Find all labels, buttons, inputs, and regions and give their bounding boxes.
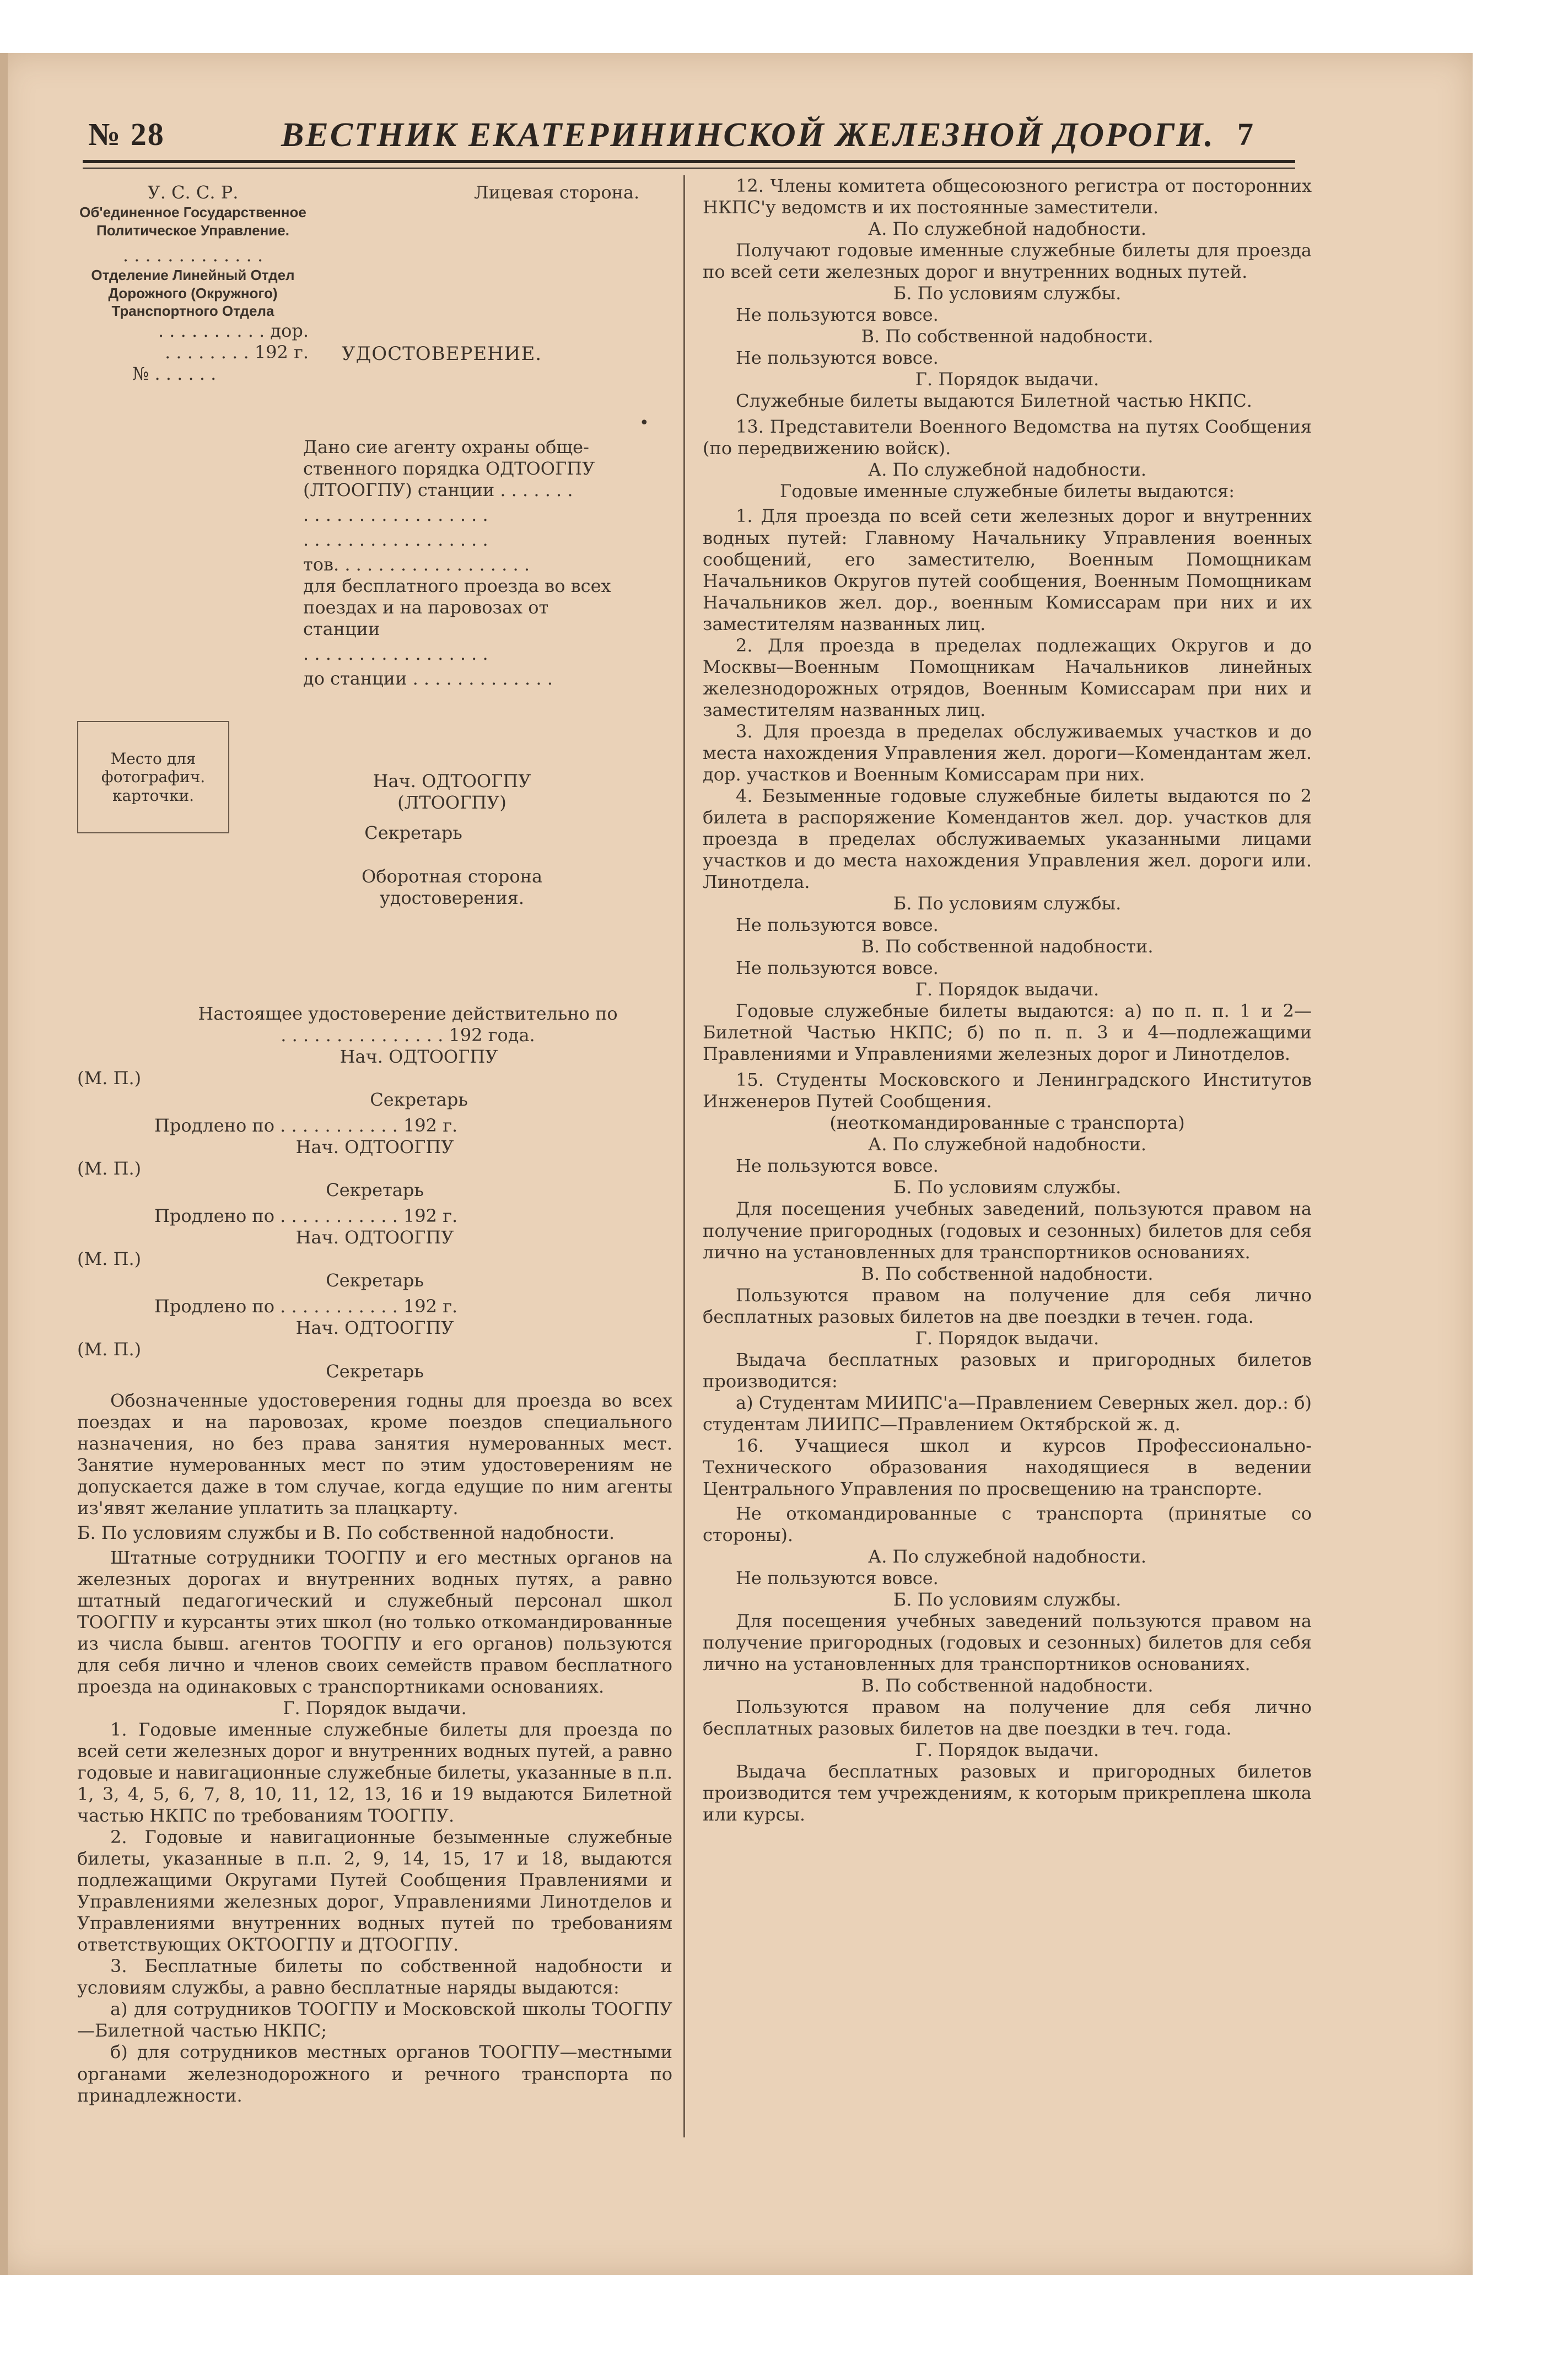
seal-mark: (М. П.)	[77, 1339, 142, 1360]
paragraph: Пользуются правом на получение для себя лично бесплатных разовых билетов на две поездки в теч. года.	[703, 1696, 1312, 1739]
certificate-line: тов. . . . . . . . . . . . . . . . . .	[303, 554, 530, 575]
org-line: Политическое Управление.	[96, 222, 289, 239]
extension-line: Продлено по . . . . . . . . . . . 192 г.	[154, 1205, 458, 1227]
right-column	[703, 175, 1312, 2148]
paragraph: Штатные сотрудники ТООГПУ и его местных органов на железных дорогах и внутренних водных путях, а равно штатный педагогический и служебный персонал школ ТООГПУ и курсанты этих школ (но только откомандированные из числа бывш. агентов ТООГПУ и его органов) пользуются для себя лично и членов своих семейств правом бесплатного проезда на одинаковых с транспортниками основаниях.	[77, 1547, 672, 1697]
page-header	[88, 116, 1290, 165]
paragraph: Для посещения учебных заведений, пользуются правом на получение пригородных (годовых и сезонных) билетов для себя лично на установленных для транспортников основаниях.	[703, 1198, 1312, 1263]
list-item: б) для сотрудников местных органов ТООГПУ—местными органами железнодорожного и речного транспорта по принадлежности.	[77, 2042, 672, 2106]
extension-line: Продлено по . . . . . . . . . . . 192 г.	[154, 1296, 458, 1317]
road-blank: . . . . . . . . . . дор.	[158, 320, 309, 341]
paragraph: Не пользуются вовсе.	[736, 347, 939, 369]
blank-line: . . . . . . . . . . . . .	[122, 245, 263, 266]
section-heading: Г. Порядок выдачи.	[915, 979, 1100, 1000]
photo-placeholder: Место для фотографич. карточки.	[77, 721, 229, 833]
list-item: 1. Для проезда по всей сети железных дорог и внутренних водных путей: Главному Начальнику Управления военных сообщений, его заместителю, Военным Помощникам Начальников Округов путей сообщения, Военным Помощникам Начальников жел. дор., военным Комиссарам при них и их заместителям названных лиц.	[703, 505, 1312, 634]
certificate-line: (ЛТООГПУ) станции . . . . . . .	[303, 480, 573, 501]
section-heading: А. По служебной надобности.	[867, 218, 1147, 240]
section-heading: В. По собственной надобности.	[861, 936, 1154, 957]
secretary-label: Секретарь	[364, 822, 462, 844]
paragraph: Годовые служебные билеты выдаются: а) по п. п. 1 и 2—Билетной Частью НКПС; б) по п. п. 3 и 4—подлежащими Правлениями и Управлениями железных дорог и Линотделов.	[703, 1000, 1312, 1065]
signature-block	[298, 771, 606, 909]
paragraph: Выдача бесплатных разовых и пригородных билетов производится тем учреждениям, к которым прикреплена школа или курсы.	[703, 1761, 1312, 1825]
secretary-label: Секретарь	[326, 1179, 424, 1201]
number-blank: № . . . . . .	[132, 363, 217, 384]
certificate-line: до станции . . . . . . . . . . . . .	[303, 668, 553, 690]
seal-mark: (М. П.)	[77, 1158, 142, 1179]
paragraph: а) Студентам МИИПС'а—Правлением Северных жел. дор.: б) студентам ЛИИПС—Правлением Октябрской ж. д.	[703, 1392, 1312, 1435]
dept-line: Отделение Линейный Отдел	[91, 267, 295, 284]
paragraph: Получают годовые именные служебные билеты для проезда по всей сети железных дорог и внутренних водных путей.	[703, 240, 1312, 283]
publication-title: ВЕСТНИК ЕКАТЕРИНИНСКОЙ ЖЕЛЕЗНОЙ ДОРОГИ.	[281, 116, 1215, 154]
reverse-side-label: Оборотная сторона удостоверения.	[361, 866, 543, 909]
section-heading: Г. Порядок выдачи.	[915, 1739, 1100, 1761]
issuing-organization	[77, 182, 309, 385]
paragraph: Пользуются правом на получение для себя лично бесплатных разовых билетов на две поездки в течен. года.	[703, 1284, 1312, 1327]
header-rule-thin	[83, 168, 1295, 169]
issue-number: № 28	[88, 116, 165, 152]
paragraph: 15. Студенты Московского и Ленинградского Институтов Инженеров Путей Сообщения.	[703, 1069, 1312, 1112]
certificate-body	[303, 437, 617, 690]
paragraph: Не пользуются вовсе.	[736, 914, 939, 936]
chief-title: Нач. ОДТООГПУ	[373, 771, 531, 791]
certificate-line: ственного порядка ОДТООГПУ	[303, 458, 595, 480]
list-item: 3. Для проезда в пределах обслуживаемых участков и до места нахождения Управления жел. дороги—Комендантам жел. дор. участков и Военным Комиссарам при них.	[703, 720, 1312, 785]
validity-line: Настоящее удостоверение действительно по	[198, 1003, 618, 1024]
dept-line: Дорожного (Окружного)	[108, 284, 278, 301]
chief-title: Нач. ОДТООГПУ	[295, 1317, 454, 1339]
paragraph: Не пользуются вовсе.	[736, 1568, 939, 1588]
chief-title: Нач. ОДТООГПУ	[295, 1136, 454, 1158]
facing-side-label: Лицевая сторона.	[474, 182, 640, 203]
certificate-line: . . . . . . . . . . . . . . . . .	[303, 504, 488, 526]
dept-line: Транспортного Отдела	[111, 303, 274, 320]
list-item: а) для сотрудников ТООГПУ и Московской школы ТООГПУ—Билетной частью НКПС;	[77, 1999, 672, 2042]
paragraph: Не пользуются вовсе.	[736, 304, 939, 326]
list-item: 4. Безыменные годовые служебные билеты выдаются по 2 билета в распоряжение Комендантов жел. дор. участков для проезда в пределах обслуживаемых указанными лицами участков и до места нахождения Управления жел. дороги или. Линотдела.	[703, 785, 1312, 892]
certificate-line: . . . . . . . . . . . . . . . . .	[303, 643, 488, 665]
seal-mark: (М. П.)	[77, 1248, 142, 1270]
chief-title: Нач. ОДТООГПУ	[340, 1046, 498, 1068]
org-line: Об'единенное Государственное	[79, 204, 306, 221]
paragraph: Не пользуются вовсе.	[736, 1155, 939, 1177]
extension-line: Продлено по . . . . . . . . . . . 192 г.	[154, 1115, 458, 1136]
section-heading: А. По служебной надобности.	[867, 459, 1147, 481]
certificate-line: для бесплатного проезда во всех	[303, 575, 611, 597]
note: (неоткомандированные с транспорта)	[829, 1112, 1185, 1134]
year-blank: . . . . . . . . 192 г.	[165, 341, 309, 363]
chief-title-alt: (ЛТООГПУ)	[397, 792, 506, 814]
section-heading: Б. По условиям службы.	[893, 893, 1122, 914]
list-item: 2. Годовые и навигационные безыменные служебные билеты, указанные в п.п. 2, 9, 14, 15, 17 и 18, выдаются подлежащими Округами Путей Сообщения Правлениями и Управлениями железных дорог, Управлениями Линотделов и Управлениями внутренних водных путей по требованиям ответствующих ОКТООГПУ и ДТООГПУ.	[77, 1827, 672, 1956]
note: Не откомандированные с транспорта (принятые со стороны).	[703, 1502, 1312, 1545]
paragraph: 13. Представители Военного Ведомства на путях Сообщения (по передвижению войск).	[703, 416, 1312, 459]
paragraph: 12. Члены комитета общесоюзного регистра от посторонних НКПС'у ведомств и их постоянные заместители.	[703, 175, 1312, 218]
section-heading: Б. По условиям службы и В. По собственной надобности.	[77, 1522, 615, 1543]
seal-mark: (М. П.)	[77, 1068, 142, 1089]
paragraph: 16. Учащиеся школ и курсов Профессионально-Технического образования находящиеся в ведении Центрального Управления по просвещению на транспорте.	[703, 1435, 1312, 1499]
header-rule-thick	[83, 160, 1295, 163]
section-heading: В. По собственной надобности.	[861, 326, 1154, 347]
stray-mark: •	[639, 413, 649, 433]
section-heading: А. По служебной надобности.	[867, 1545, 1147, 1567]
section-heading: В. По собственной надобности.	[861, 1675, 1154, 1696]
list-item: 1. Годовые именные служебные билеты для проезда по всей сети железных дорог и внутренних водных путей, а равно годовые и навигационные служебные билеты, указанные в п.п. 1, 3, 4, 5, 6, 7, 8, 10, 11, 12, 13, 16 и 19 выдаются Билетной частью НКПС по требованиям ТООГПУ.	[77, 1719, 672, 1827]
certificate-line: поездах и на паровозах от станции	[303, 597, 549, 640]
certificate-line: Дано сие агенту охраны обще-	[303, 437, 589, 457]
section-heading: Г. Порядок выдачи.	[283, 1697, 467, 1719]
section-heading: Б. По условиям службы.	[893, 1177, 1122, 1198]
list-item: 2. Для проезда в пределах подлежащих Округов и до Москвы—Военным Помощникам Начальников линейных железнодорожных отрядов, Военным Комиссарам при них и заместителям названных лиц.	[703, 634, 1312, 720]
paragraph: Для посещения учебных заведений пользуются правом на получение пригородных (годовых и сезонных) билетов для себя лично на установленных для транспортников основаниях.	[703, 1610, 1312, 1675]
certificate-line: . . . . . . . . . . . . . . . . .	[303, 529, 488, 551]
paragraph: Служебные билеты выдаются Билетной частью НКПС.	[736, 390, 1252, 412]
section-heading: Г. Порядок выдачи.	[915, 369, 1100, 390]
section-heading: Г. Порядок выдачи.	[915, 1327, 1100, 1349]
section-heading: Б. По условиям службы.	[893, 283, 1122, 304]
chief-title: Нач. ОДТООГПУ	[295, 1227, 454, 1248]
column-divider	[683, 175, 685, 2137]
paragraph: Обозначенные удостоверения годны для проезда во всех поездах и на паровозах, кроме поездов специального назначения, но без права занятия нумерованных мест. Занятие нумерованных мест по этим удостоверениям не допускается даже в том случае, когда едущие по ним агенты из'явят желание уплатить за плацкарту.	[77, 1389, 672, 1518]
page-number: 7	[1237, 116, 1253, 152]
paragraph: Не пользуются вовсе.	[736, 957, 939, 979]
paragraph: Выдача бесплатных разовых и пригородных билетов производится:	[703, 1349, 1312, 1392]
list-item: 3. Бесплатные билеты по собственной надобности и условиям службы, а равно бесплатные наряды выдаются:	[77, 1956, 672, 1999]
section-heading: Б. По условиям службы.	[893, 1589, 1122, 1610]
ussr-label: У. С. С. Р.	[147, 182, 239, 203]
left-column	[77, 182, 672, 2144]
section-heading: В. По собственной надобности.	[861, 1263, 1154, 1284]
validity-line: . . . . . . . . . . . . . . . 192 года.	[281, 1025, 535, 1046]
page-edge	[0, 53, 8, 2275]
paragraph: Годовые именные служебные билеты выдаются:	[780, 481, 1235, 502]
section-heading: А. По служебной надобности.	[867, 1134, 1147, 1155]
certificate-title: УДОСТОВЕРЕНИЕ.	[342, 343, 542, 365]
certificate-form	[77, 182, 672, 1003]
secretary-label: Секретарь	[326, 1270, 424, 1291]
secretary-label: Секретарь	[326, 1360, 424, 1382]
secretary-label: Секретарь	[370, 1089, 468, 1111]
